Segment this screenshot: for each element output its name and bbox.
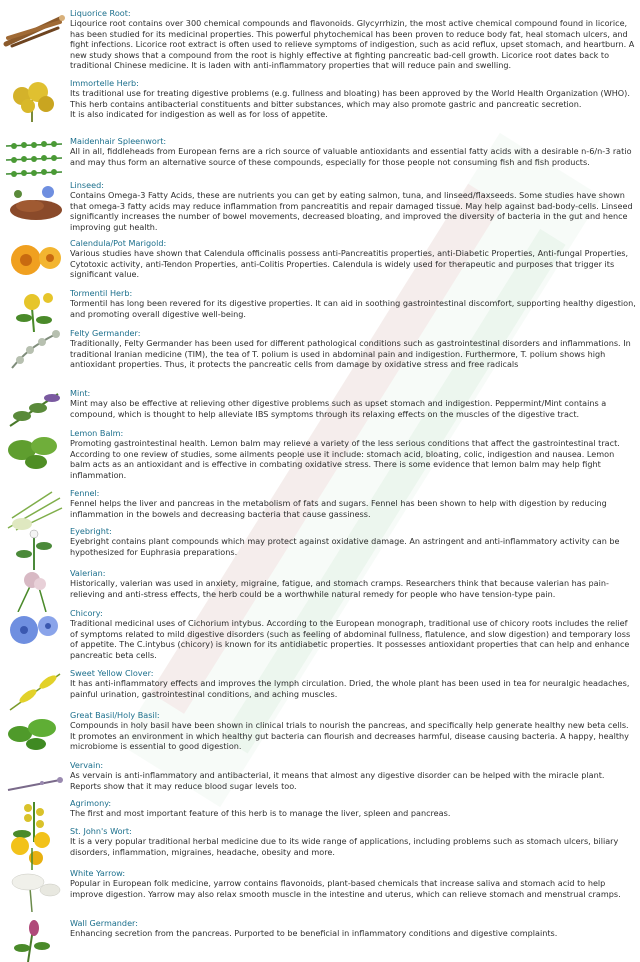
marigold-flower-icon <box>2 238 66 282</box>
yellow-clover-icon <box>2 668 66 712</box>
herb-name: Tormentil Herb: <box>70 288 133 298</box>
herb-description: The first and most important feature of this herb is to manage the liver, spleen and pancreas. <box>70 808 451 819</box>
herb-description: Tormentil has long been revered for its digestive properties. It can aid in soothing gastrointestinal discomfort, supporting healthy digestion, and promoting overall digestive well-being. <box>70 298 636 319</box>
herb-name: Maidenhair Spleenwort: <box>70 136 167 146</box>
herb-name: White Yarrow: <box>70 868 126 878</box>
st-johns-wort-flower-icon <box>2 826 66 870</box>
herb-name: Calendula/Pot Marigold: <box>70 238 167 248</box>
herb-name: St. John's Wort: <box>70 826 132 836</box>
yarrow-flower-icon <box>2 868 66 912</box>
herb-description: Promoting gastrointestinal health. Lemon balm may relieve a variety of the less serious conditions that affect the gastrointestinal tract. According to one review of studies, some ailments people use it include: stomach acid, bloating, colic, indigestion and nausea. Lemon balm acts as an antioxidant and is effective in combating oxidative stress. There is some evidence that lemon balm may help fight inflammation. <box>70 438 620 480</box>
herb-description: Traditionally, Felty Germander has been used for different pathological conditions such as gastrointestinal disorders and inflammations. In traditional Iranian medicine (TIM), the tea of T. polium is used in abdominal pain and indigestion. Furthermore, T. polium shows high antioxidant properties. Thus, it protects the pancreatic cells from damage by oxidative stress and free radicals <box>70 338 631 370</box>
linseed-icon <box>2 180 66 224</box>
herb-description: Historically, valerian was used in anxiety, migraine, fatigue, and stomach cramps. Researchers think that because valerian has pain-relieving and anti-stress effects, the herb could be a worthwhile natural remedy for people who have tension-type pain. <box>70 578 609 599</box>
herb-description: Various studies have shown that Calendula officinalis possess anti-Pancreatitis properties, anti-Diabetic Properties, Anti-fungal Properties, Cytotoxic activity, anti-Tendon Properties, anti-Colitis Properties. Calendula is widely used for therapeutic and purposes that trigger its significant value. <box>70 248 629 280</box>
immortelle-flower-icon <box>2 78 66 122</box>
herb-description: Its traditional use for treating digestive problems (e.g. fullness and bloating) has been approved by the World Health Organization (WHO). This herb contains antibacterial constituents and bitter substances, which may also promote gastric and pancreatic secretion. It is also indicated for indigestion as well as for loss of appetite. <box>70 88 630 120</box>
valerian-flower-icon <box>2 568 66 612</box>
germander-sprig-icon <box>2 328 66 372</box>
herb-name: Great Basil/Holy Basil: <box>70 710 160 720</box>
herb-description: Eyebright contains plant compounds which may protect against oxidative damage. An astringent and anti-inflammatory activity can be hypothesized for Euphrasia preparations. <box>70 536 620 557</box>
eyebright-flower-icon <box>2 526 66 570</box>
chicory-flower-icon <box>2 608 66 652</box>
mint-sprig-icon <box>2 388 66 432</box>
herb-name: Felty Germander: <box>70 328 141 338</box>
herb-description: Mint may also be effective at relieving other digestive problems such as upset stomach and indigestion. Peppermint/Mint contains a compound, which is thought to help alleviate IBS symptoms through its relaxing effects on the muscles of the digestive tract. <box>70 398 607 419</box>
herb-name: Valerian: <box>70 568 106 578</box>
lemon-balm-leaf-icon <box>2 428 66 472</box>
herb-name: Mint: <box>70 388 91 398</box>
herb-name: Vervain: <box>70 760 104 770</box>
herb-description: It has anti-inflammatory effects and improves the lymph circulation. Dried, the whole plant has been used in tea for neuralgic headaches, painful urination, gastrointestinal conditions, and aching muscles. <box>70 678 630 699</box>
herb-name: Sweet Yellow Clover: <box>70 668 154 678</box>
liquorice-root-icon <box>2 8 66 52</box>
tormentil-flower-icon <box>2 288 66 332</box>
herb-name: Chicory: <box>70 608 103 618</box>
wall-germander-sprig-icon <box>2 918 66 962</box>
herb-description: All in all, fiddleheads from European ferns are a rich source of valuable antioxidants and essential fatty acids with a desirable n-6/n-3 ratio and may thus form an alternative source of these compounds, especially for those people not consuming fish and fish products. <box>70 146 632 167</box>
herb-description: Compounds in holy basil have been shown in clinical trials to nourish the pancreas, and specifically help generate healthy new beta cells. It promotes an environment in which healthy gut bacteria can flourish and decreases harmful, disease causing bacteria. A happy, healthy microbiome is essential to good digestion. <box>70 720 629 752</box>
basil-leaf-icon <box>2 710 66 754</box>
herb-name: Immortelle Herb: <box>70 78 139 88</box>
herb-description: Liqourice root contains over 300 chemical compounds and flavonoids. Glycyrrhizin, the most active chemical compound found in licorice, has been studied for its medicinal properties. This powerful phytochemical has been proven to reduce body fat, heal stomach ulcers, and fight infections. Licorice root extract is often used to relieve symptoms of indigestion, such as acid reflux, upset stomach, and heartburn. A new study shows that a compound from the root is highly effective at fighting pancreatic bad-cell growth. Licorice root dates back to traditional Chinese medicine. It is laden with anti-inflammatory properties that will reduce pain and swelling. <box>70 18 635 71</box>
herb-description: Fennel helps the liver and pancreas in the metabolism of fats and sugars. Fennel has been shown to help with digestion by reducing inflammation in the bowels and decreasing bacteria that cause gassiness. <box>70 498 607 519</box>
herb-name: Agrimony: <box>70 798 112 808</box>
herb-description: Traditional medicinal uses of Cichorium intybus. According to the European monograph, traditional use of chicory roots includes the relief of symptoms related to mild digestive disorders (such as feeling of abdominal fullness, flatulence, and slow digestion) and temporary loss of appetite. The C.intybus (chicory) is known for its antidiabetic properties. It possesses antioxidant properties that can help and enhance pancreatic beta cells. <box>70 618 631 660</box>
herb-name: Linseed: <box>70 180 104 190</box>
herb-name: Lemon Balm: <box>70 428 124 438</box>
herb-name: Eyebright: <box>70 526 112 536</box>
herb-name: Wall Germander: <box>70 918 138 928</box>
herb-name: Fennel: <box>70 488 100 498</box>
herb-description: Enhancing secretion from the pancreas. Purported to be beneficial in inflammatory conditions and digestive complaints. <box>70 928 558 939</box>
herb-description: It is a very popular traditional herbal medicine due to its wide range of applications, including problems such as stomach ulcers, biliary disorders, inflammation, migraines, headache, obesity and more. <box>70 836 619 857</box>
herb-description: As vervain is anti-inflammatory and antibacterial, it means that almost any digestive disorder can be helped with the miracle plant. Reports show that it may reduce blood sugar levels too. <box>70 770 605 791</box>
herb-description: Contains Omega-3 Fatty Acids, these are nutrients you can get by eating salmon, tuna, and linseed/flaxseeds. Some studies have shown that omega-3 fatty acids may reduce inflammation from pancreatitis and repair damaged tissue. May help against bad-body-cells. Linseed significantly increases the number of bowel movements, decreased bloating, and improved the diversity of bacteria in the gut and hence improving gut health. <box>70 190 633 232</box>
fern-leaf-icon <box>2 136 66 180</box>
herb-name: Liquorice Root: <box>70 8 131 18</box>
herb-description: Popular in European folk medicine, yarrow contains flavonoids, plant-based chemicals that increase saliva and stomach acid to help improve digestion. Yarrow may also relax smooth muscle in the intestine and uterus, which can relieve stomach and menstrual cramps. <box>70 878 621 899</box>
